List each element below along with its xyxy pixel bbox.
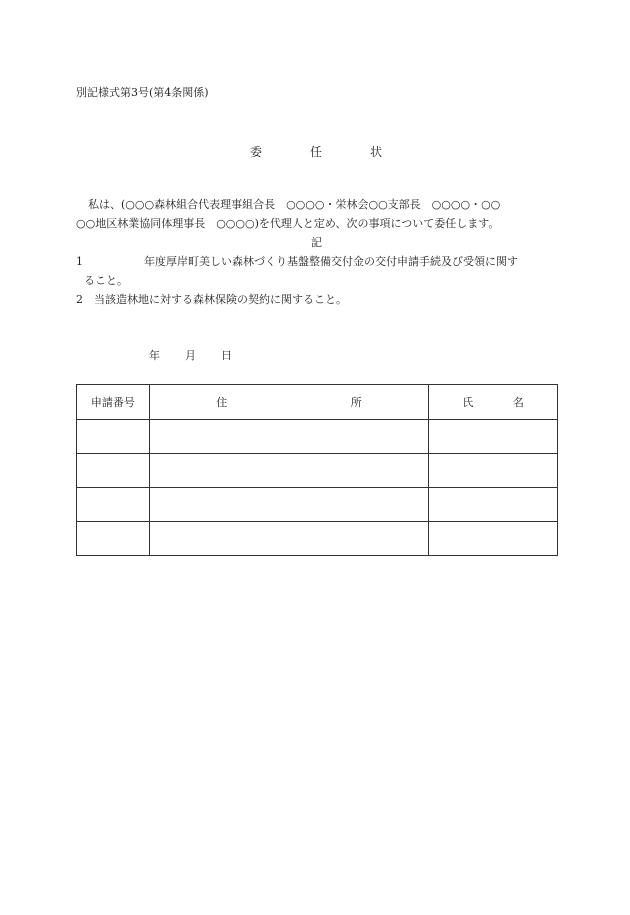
header-application-number: 申請番号 xyxy=(77,385,150,420)
header-name-char-1: 氏 xyxy=(462,396,474,409)
date-day: 日 xyxy=(221,349,232,362)
applicant-table xyxy=(76,384,558,556)
header-name-char-2: 名 xyxy=(512,396,524,409)
ki-heading: 記 xyxy=(311,236,322,249)
item-2-number: 2 xyxy=(76,293,83,306)
title-char-1: 委 xyxy=(250,145,263,159)
item-2-text: 当該造林地に対する森林保険の契約に関すること。 xyxy=(94,293,347,306)
name-cell[interactable] xyxy=(429,420,558,454)
body-line-1: 私は、(○○○森林組合代表理事組合長 ○○○○・栄林会○○支部長 ○○○○・○○ xyxy=(88,198,501,211)
table-row xyxy=(77,420,558,454)
address-cell[interactable] xyxy=(149,522,428,556)
date-year: 年 xyxy=(149,349,160,362)
title-char-3: 状 xyxy=(370,145,383,159)
item-1-number: 1 xyxy=(76,255,83,268)
name-cell[interactable] xyxy=(429,454,558,488)
name-cell[interactable] xyxy=(429,522,558,556)
address-cell[interactable] xyxy=(149,420,428,454)
table-header-row xyxy=(77,385,558,420)
number-cell[interactable] xyxy=(77,488,150,522)
form-reference: 別記様式第3号(第4条関係) xyxy=(76,86,209,99)
table-row xyxy=(77,522,558,556)
date-month: 月 xyxy=(185,349,196,362)
title-char-2: 任 xyxy=(310,145,323,159)
header-name xyxy=(429,385,558,420)
name-cell[interactable] xyxy=(429,488,558,522)
header-address-char-1: 住 xyxy=(216,396,228,409)
body-line-2: ○○地区林業協同体理事長 ○○○○)を代理人と定め、次の事項について委任します。 xyxy=(76,217,500,230)
number-cell[interactable] xyxy=(77,522,150,556)
number-cell[interactable] xyxy=(77,420,150,454)
table-row xyxy=(77,454,558,488)
item-1-text-cont: ること。 xyxy=(84,274,128,287)
address-cell[interactable] xyxy=(149,454,428,488)
address-cell[interactable] xyxy=(149,488,428,522)
header-address-char-2: 所 xyxy=(350,396,362,409)
table-row xyxy=(77,488,558,522)
number-cell[interactable] xyxy=(77,454,150,488)
header-address xyxy=(149,385,428,420)
item-1-text: 年度厚岸町美しい森林づくり基盤整備交付金の交付申請手続及び受領に関す xyxy=(144,255,518,268)
